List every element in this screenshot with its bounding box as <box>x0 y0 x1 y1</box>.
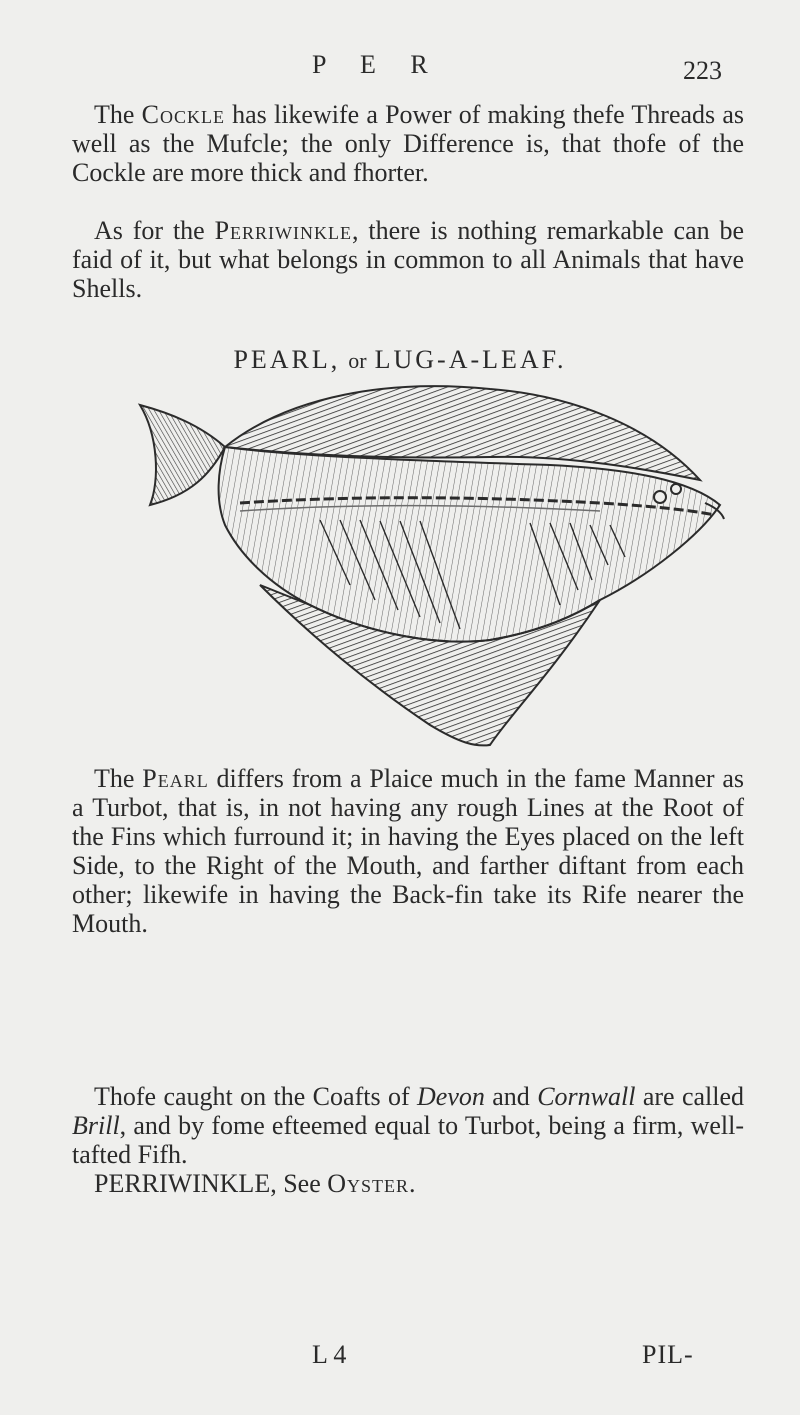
place-devon: Devon <box>417 1082 485 1111</box>
running-title: P E R <box>312 50 442 79</box>
perriwinkle-text: , there is nothing remarkable can be faid of it, but what belongs in common to all Animals that have Shells. <box>72 216 745 303</box>
section-heading <box>0 345 800 375</box>
running-head <box>0 50 800 90</box>
cockle-lead: The <box>94 100 135 129</box>
perriwinkle-lead: As for the <box>94 216 205 245</box>
coasts-text-3: , and by fome efteemed equal to Turbot, being a firm, well-tafted Fifh. <box>72 1111 744 1169</box>
xref-see: See <box>283 1169 321 1198</box>
cockle-text: has likewife a Power of making thefe Threads as well as the Mufcle; the only Difference is, that thofe of the Cockle are more thick and fhorter. <box>72 100 744 187</box>
catchword: PIL- <box>642 1340 694 1369</box>
pearl-lead: The <box>94 764 135 793</box>
heading-alt-title: LUG-A-LEAF. <box>374 345 567 374</box>
place-cornwall: Cornwall <box>537 1082 636 1111</box>
cross-reference <box>72 1169 744 1198</box>
page-footer <box>0 1340 800 1380</box>
page-number: 223 <box>683 56 722 85</box>
xref-target: Oyster. <box>327 1169 417 1198</box>
xref-entry: PERRIWINKLE, <box>94 1169 277 1198</box>
perriwinkle-name: Perriwinkle <box>214 216 353 245</box>
signature-mark: L 4 <box>312 1340 347 1369</box>
coasts-text-1: Thofe caught on the Coafts of <box>94 1082 410 1111</box>
heading-title: PEARL, <box>233 345 341 374</box>
coasts-text-2: are called <box>642 1082 745 1111</box>
flatfish-engraving-icon <box>130 385 730 750</box>
local-name-brill: Brill <box>72 1111 120 1140</box>
cockle-name: Cockle <box>141 100 225 129</box>
heading-or: or <box>348 348 367 373</box>
flatfish-illustration <box>130 385 730 750</box>
perriwinkle-paragraph <box>72 216 744 303</box>
pearl-paragraph <box>72 764 744 938</box>
coasts-paragraph <box>72 1082 744 1169</box>
pearl-name: Pearl <box>142 764 209 793</box>
cockle-paragraph <box>72 100 744 187</box>
coasts-and: and <box>492 1082 530 1111</box>
pearl-text: differs from a Plaice much in the fame Manner as a Turbot, that is, in not having any rough Lines at the Root of the Fins which furround it; in having the Eyes placed on the left Side, to the Right of the Mouth, and farther diftant from each other; likewife in having the Back-fin take its Rife nearer the Mouth. <box>72 764 744 938</box>
